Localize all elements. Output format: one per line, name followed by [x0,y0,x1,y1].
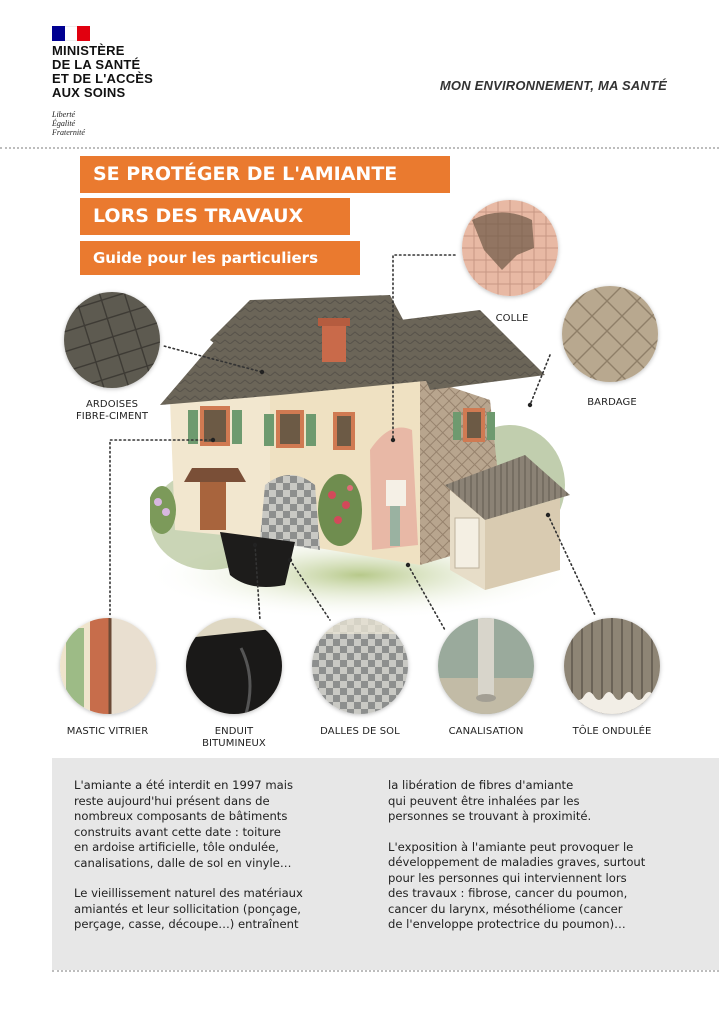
info-paragraph: Le vieillissement naturel des matériaux amiantés et leur sollicitation (ponçage, perçage, casse, découpe…) entraînent [74,886,303,931]
tole-label [562,726,662,738]
ministry-line: ET DE L'ACCÈS [52,71,154,86]
bardage-label [572,397,652,409]
ardoises-material-image [64,292,160,388]
info-paragraph: L'amiante a été interdit en 1997 mais reste aujourd'hui présent dans de nombreux composants de bâtiments construits avant cette date : toiture en ardoise artificielle, tôle ondulée, canalisations, dalle de sol en vinyle… [74,778,294,870]
info-paragraph: la libération de fibres d'amiante qui peuvent être inhalées par les personnes se trouvant à proximité. [388,778,592,823]
enduit-material-image [186,618,282,714]
header-tagline: MON ENVIRONNEMENT, MA SANTÉ [439,78,667,93]
label-line: DALLES DE SOL [320,726,400,737]
info-column-left [74,778,364,948]
dalles-material-image [312,618,408,714]
motto-line: Liberté [52,110,76,119]
label-line: MASTIC VITRIER [66,726,149,737]
ministry-line: AUX SOINS [52,85,126,100]
enduit-label [184,726,284,750]
label-line: BARDAGE [587,397,637,408]
bardage-material-image [562,286,658,382]
ministry-line: DE LA SANTÉ [52,57,141,72]
mastic-label [55,726,160,738]
title-banner-line1: SE PROTÉGER DE L'AMIANTE [80,156,450,193]
tole-material-image [564,618,660,714]
footer-divider [52,970,719,972]
title-banner-line2: LORS DES TRAVAUX [80,198,350,235]
motto-line: Égalité [52,119,76,128]
label-line: FIBRE-CIMENT [75,411,149,422]
canalisation-label [436,726,536,738]
subtitle-banner: Guide pour les particuliers [80,241,360,275]
ministry-line: MINISTÈRE [52,43,125,58]
colle-label [472,313,552,325]
label-line: COLLE [495,313,529,324]
label-line: CANALISATION [448,726,524,737]
canalisation-material-image [438,618,534,714]
motto-line: Fraternité [52,128,85,137]
label-line: ARDOISES [85,399,139,410]
info-box [52,758,719,970]
colle-material-image [462,200,558,296]
mastic-material-image [60,618,156,714]
label-line: TÔLE ONDULÉE [572,726,652,737]
dalles-label [310,726,410,738]
info-column-right [388,778,688,948]
ardoises-label [62,399,162,423]
info-paragraph: L'exposition à l'amiante peut provoquer le développement de maladies graves, surtout pour les personnes qui interviennent lors des travaux : fibrose, cancer du poumon, cancer du larynx, mésothéliome (cancer de l'enveloppe protectrice du poumon)… [388,839,646,931]
label-line: ENDUIT [214,726,254,737]
label-line: BITUMINEUX [202,738,266,749]
